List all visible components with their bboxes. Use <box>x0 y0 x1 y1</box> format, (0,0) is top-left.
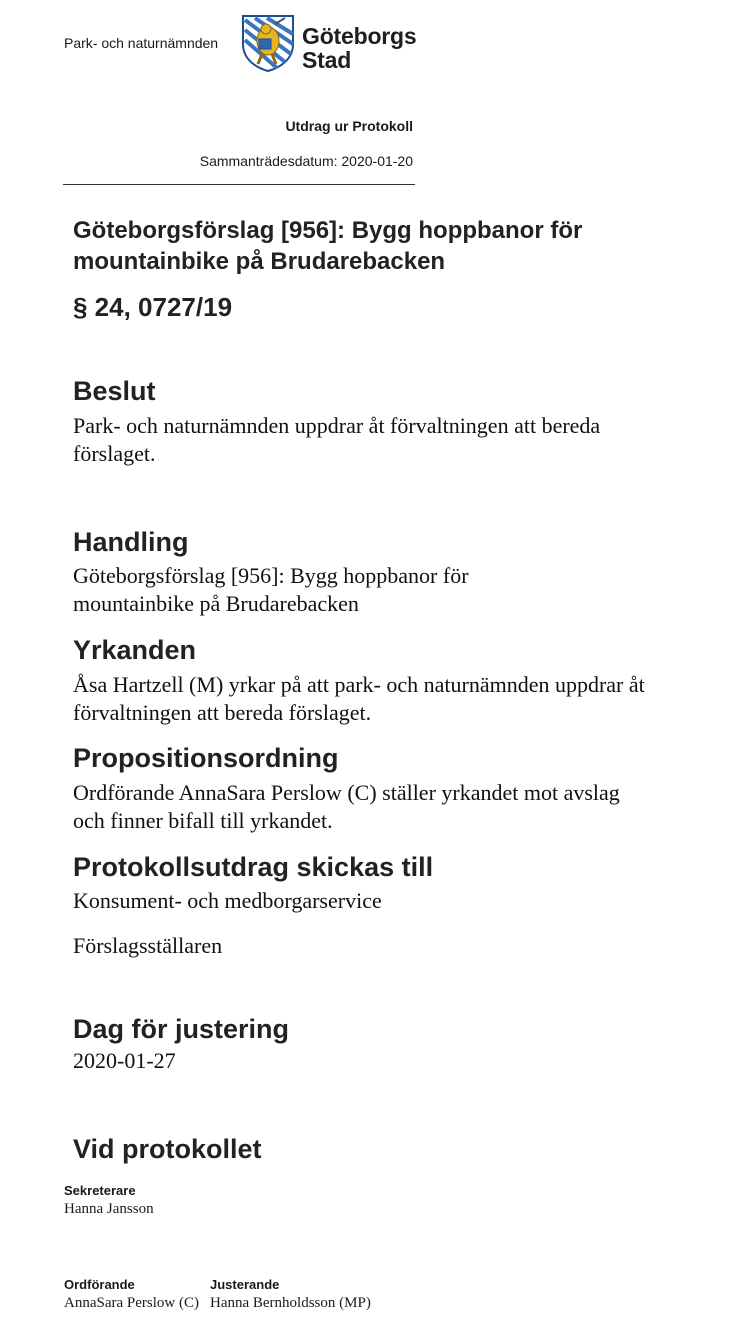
extract-label: Utdrag ur Protokoll <box>285 118 413 134</box>
secretary-label: Sekreterare <box>64 1183 136 1198</box>
document-title: Göteborgsförslag [956]: Bygg hoppbanor för mountainbike på Brudarebacken <box>73 217 583 275</box>
heading-beslut: Beslut <box>73 376 156 406</box>
chair-label: Ordförande <box>64 1277 135 1292</box>
chair-name: AnnaSara Perslow (C) <box>64 1295 199 1311</box>
meeting-date: Sammanträdesdatum: 2020-01-20 <box>199 153 413 169</box>
adjuster-name: Hanna Bernholdsson (MP) <box>210 1295 371 1311</box>
header-divider <box>63 184 415 185</box>
heading-yrkanden: Yrkanden <box>73 635 197 665</box>
text-propositionsordning: Ordförande AnnaSara Perslow (C) ställer yrkandet mot avslag och finner bifall till yrkandet. <box>73 780 620 833</box>
goteborg-coat-of-arms-icon <box>241 14 295 72</box>
heading-propositionsordning: Propositionsordning <box>73 743 339 773</box>
text-handling: Göteborgsförslag [956]: Bygg hoppbanor för mountainbike på Brudarebacken <box>73 563 469 616</box>
justering-date: 2020-01-27 <box>73 1048 176 1073</box>
city-name-line1: Göteborgs <box>302 23 417 49</box>
text-yrkanden: Åsa Hartzell (M) yrkar på att park- och naturnämnden uppdrar åt förvaltningen att bereda förslaget. <box>73 672 645 725</box>
heading-dag-for-justering: Dag för justering <box>73 1014 290 1044</box>
committee-name: Park- och naturnämnden <box>64 35 219 51</box>
text-beslut: Park- och naturnämnden uppdrar åt förvaltningen att bereda förslaget. <box>73 413 601 466</box>
recipient-item: Förslagsställaren <box>73 933 223 958</box>
heading-vid-protokollet: Vid protokollet <box>73 1134 262 1164</box>
recipient-item: Konsument- och medborgarservice <box>73 888 382 913</box>
heading-handling: Handling <box>73 527 189 557</box>
city-name-line2: Stad <box>302 47 352 73</box>
secretary-name: Hanna Jansson <box>64 1201 154 1217</box>
paragraph-number: § 24, 0727/19 <box>73 292 233 322</box>
city-name <box>302 24 416 72</box>
adjuster-label: Justerande <box>210 1277 280 1292</box>
heading-skickas-till: Protokollsutdrag skickas till <box>73 852 434 882</box>
